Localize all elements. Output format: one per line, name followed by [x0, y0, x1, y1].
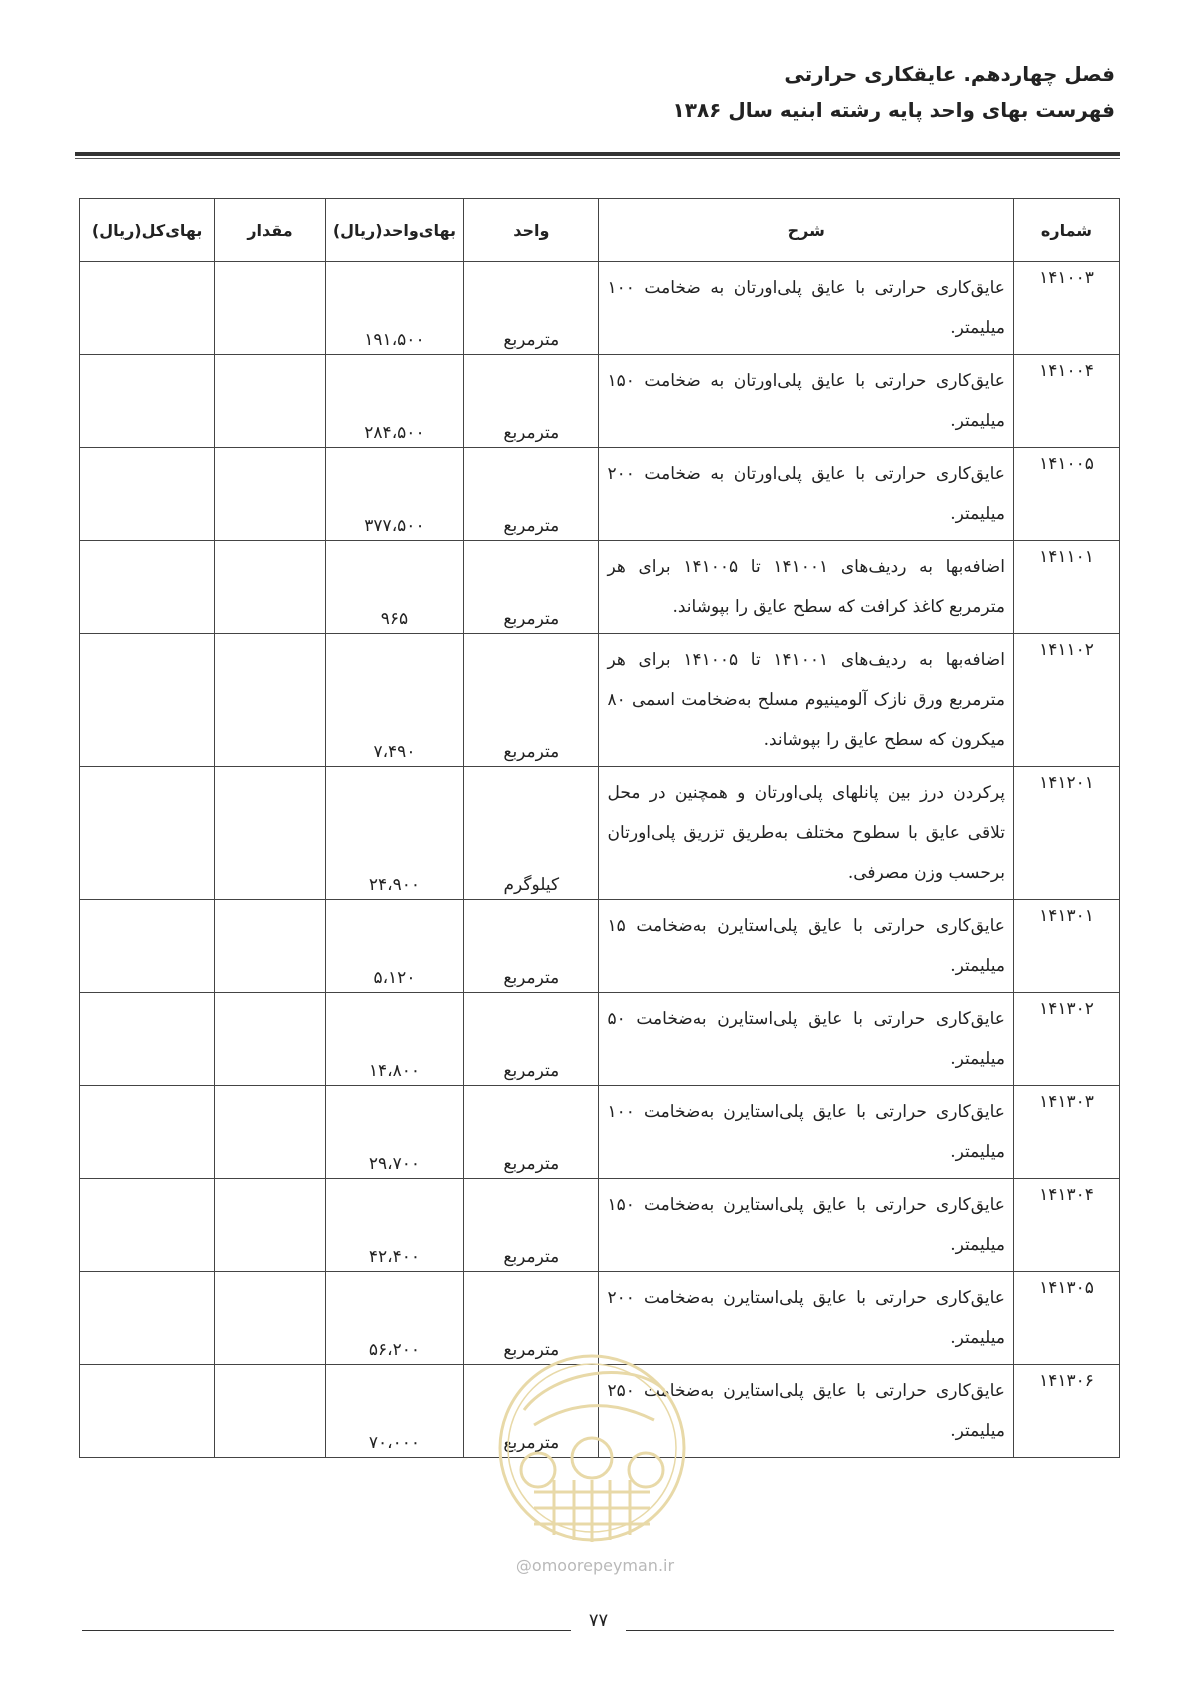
row-description: عایق‌کاری حرارتی با عایق پلی‌اورتان به ضخامت ۱۰۰ میلیمتر.: [599, 262, 1013, 355]
row-unit-price: ۳۷۷،۵۰۰: [325, 448, 464, 541]
watermark-seal: [494, 1330, 690, 1560]
page-number: ۷۷: [588, 1610, 609, 1631]
row-description: عایق‌کاری حرارتی با عایق پلی‌اورتان به ضخامت ۱۵۰ میلیمتر.: [599, 355, 1013, 448]
row-unit: مترمربع: [464, 1365, 599, 1458]
table-body: [80, 262, 1120, 1458]
row-unit-price: ۲۴،۹۰۰: [325, 767, 464, 900]
column-header-total-price: بهای‌کل(ریال): [80, 199, 215, 262]
row-quantity: [215, 541, 325, 634]
column-header-quantity: مقدار: [215, 199, 325, 262]
row-total-price: [80, 1179, 215, 1272]
row-quantity: [215, 448, 325, 541]
header-divider-thin: [75, 158, 1120, 159]
table-row: [80, 541, 1120, 634]
column-header-number: شماره: [1013, 199, 1119, 262]
row-unit: مترمربع: [464, 1086, 599, 1179]
row-unit: مترمربع: [464, 993, 599, 1086]
seal-emblem-icon: [494, 1330, 690, 1560]
row-number: ۱۴۱۳۰۱: [1013, 900, 1119, 993]
row-description: عایق‌کاری حرارتی با عایق پلی‌استایرن به‌ضخامت ۲۰۰ میلیمتر.: [599, 1272, 1013, 1365]
row-description: اضافه‌بها به ردیف‌های ۱۴۱۰۰۱ تا ۱۴۱۰۰۵ برای هر مترمربع ورق نازک آلومینیوم مسلح به‌ضخامت اسمی ۸۰ میکرون که سطح عایق را بپوشاند.: [599, 634, 1013, 767]
row-quantity: [215, 993, 325, 1086]
row-unit: مترمربع: [464, 1179, 599, 1272]
row-total-price: [80, 1272, 215, 1365]
row-number: ۱۴۱۳۰۳: [1013, 1086, 1119, 1179]
row-unit: مترمربع: [464, 900, 599, 993]
table-row: [80, 767, 1120, 900]
chapter-title: فصل چهاردهم. عایقکاری حرارتی: [784, 62, 1115, 86]
row-quantity: [215, 1179, 325, 1272]
row-total-price: [80, 1365, 215, 1458]
row-unit: مترمربع: [464, 448, 599, 541]
row-description: اضافه‌بها به ردیف‌های ۱۴۱۰۰۱ تا ۱۴۱۰۰۵ برای هر مترمربع کاغذ کرافت که سطح عایق را بپوشاند.: [599, 541, 1013, 634]
row-number: ۱۴۱۲۰۱: [1013, 767, 1119, 900]
row-quantity: [215, 767, 325, 900]
header-divider-thick: [75, 152, 1120, 156]
row-description: عایق‌کاری حرارتی با عایق پلی‌اورتان به ضخامت ۲۰۰ میلیمتر.: [599, 448, 1013, 541]
row-total-price: [80, 448, 215, 541]
table-row: [80, 262, 1120, 355]
row-total-price: [80, 355, 215, 448]
table-row: [80, 1179, 1120, 1272]
row-number: ۱۴۱۰۰۵: [1013, 448, 1119, 541]
row-unit: مترمربع: [464, 634, 599, 767]
row-quantity: [215, 634, 325, 767]
row-total-price: [80, 634, 215, 767]
row-description: عایق‌کاری حرارتی با عایق پلی‌استایرن به‌ضخامت ۱۵۰ میلیمتر.: [599, 1179, 1013, 1272]
row-description: پرکردن درز بین پانلهای پلی‌اورتان و همچنین در محل تلاقی عایق با سطوح مختلف به‌طریق تزریق پلی‌اورتان برحسب وزن مصرفی.: [599, 767, 1013, 900]
row-number: ۱۴۱۰۰۳: [1013, 262, 1119, 355]
price-list-title: فهرست بهای واحد پایه رشته ابنیه سال ۱۳۸۶: [672, 98, 1115, 122]
row-unit: مترمربع: [464, 1272, 599, 1365]
row-unit-price: ۱۴،۸۰۰: [325, 993, 464, 1086]
row-unit-price: ۲۸۴،۵۰۰: [325, 355, 464, 448]
row-quantity: [215, 1272, 325, 1365]
row-quantity: [215, 262, 325, 355]
row-total-price: [80, 900, 215, 993]
row-number: ۱۴۱۰۰۴: [1013, 355, 1119, 448]
row-description: عایق‌کاری حرارتی با عایق پلی‌استایرن به‌ضخامت ۱۰۰ میلیمتر.: [599, 1086, 1013, 1179]
column-header-description: شرح: [599, 199, 1013, 262]
footer-divider-right: [626, 1630, 1114, 1631]
row-unit: کیلوگرم: [464, 767, 599, 900]
table-row: [80, 634, 1120, 767]
row-total-price: [80, 541, 215, 634]
table-row: [80, 900, 1120, 993]
row-total-price: [80, 993, 215, 1086]
page-header: [75, 58, 1115, 130]
row-total-price: [80, 767, 215, 900]
row-number: ۱۴۱۱۰۱: [1013, 541, 1119, 634]
row-total-price: [80, 262, 215, 355]
row-unit: مترمربع: [464, 541, 599, 634]
watermark-caption: @omoorepeyman.ir: [515, 1556, 675, 1575]
row-number: ۱۴۱۳۰۲: [1013, 993, 1119, 1086]
row-unit-price: ۴۲،۴۰۰: [325, 1179, 464, 1272]
column-header-unit-price: بهای‌واحد(ریال): [325, 199, 464, 262]
price-table: [79, 198, 1120, 1458]
row-unit: مترمربع: [464, 262, 599, 355]
row-unit-price: ۲۹،۷۰۰: [325, 1086, 464, 1179]
row-quantity: [215, 355, 325, 448]
row-quantity: [215, 1365, 325, 1458]
row-number: ۱۴۱۳۰۵: [1013, 1272, 1119, 1365]
row-description: عایق‌کاری حرارتی با عایق پلی‌استایرن به‌ضخامت ۲۵۰ میلیمتر.: [599, 1365, 1013, 1458]
row-unit-price: ۷،۴۹۰: [325, 634, 464, 767]
row-description: عایق‌کاری حرارتی با عایق پلی‌استایرن به‌ضخامت ۱۵ میلیمتر.: [599, 900, 1013, 993]
column-header-unit: واحد: [464, 199, 599, 262]
table-row: [80, 355, 1120, 448]
table-row: [80, 448, 1120, 541]
row-unit: مترمربع: [464, 355, 599, 448]
footer-divider-left: [82, 1630, 571, 1631]
table-row: [80, 993, 1120, 1086]
row-number: ۱۴۱۱۰۲: [1013, 634, 1119, 767]
row-unit-price: ۱۹۱،۵۰۰: [325, 262, 464, 355]
row-unit-price: ۷۰،۰۰۰: [325, 1365, 464, 1458]
row-unit-price: ۵۶،۲۰۰: [325, 1272, 464, 1365]
row-number: ۱۴۱۳۰۶: [1013, 1365, 1119, 1458]
table-header-row: [80, 199, 1120, 262]
row-unit-price: ۹۶۵: [325, 541, 464, 634]
row-quantity: [215, 1086, 325, 1179]
row-quantity: [215, 900, 325, 993]
row-total-price: [80, 1086, 215, 1179]
row-description: عایق‌کاری حرارتی با عایق پلی‌استایرن به‌ضخامت ۵۰ میلیمتر.: [599, 993, 1013, 1086]
table-row: [80, 1086, 1120, 1179]
row-number: ۱۴۱۳۰۴: [1013, 1179, 1119, 1272]
row-unit-price: ۵،۱۲۰: [325, 900, 464, 993]
